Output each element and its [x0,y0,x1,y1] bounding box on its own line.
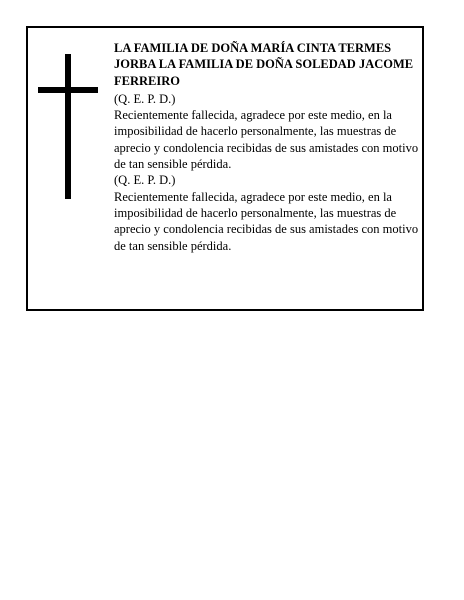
cross-icon [38,54,98,199]
rip-abbreviation-1: (Q. E. P. D.) [114,91,176,106]
rip-abbreviation-2: (Q. E. P. D.) [114,173,176,188]
notice-heading: LA FAMILIA DE DOÑA MARÍA CINTA TERMES JORBA LA FAMILIA DE DOÑA SOLEDAD JACOME FERREIRO [114,41,414,88]
cross-horizontal-bar [38,87,98,93]
notice-text-block [114,40,420,254]
acknowledgement-message-2: Recientemente fallecida, agradece por este medio, en la imposibilidad de hacerlo personalmente, las muestras de aprecio y condolencia recibidas de sus amistades con motivo de tan sensible pérdida. [114,189,419,253]
obituary-notice [26,26,424,311]
acknowledgement-message-1: Recientemente fallecida, agradece por este medio, en la imposibilidad de hacerlo personalmente, las muestras de aprecio y condolencia recibidas de sus amistades con motivo de tan sensible pérdida. [114,108,419,172]
cross-vertical-bar [65,54,71,199]
